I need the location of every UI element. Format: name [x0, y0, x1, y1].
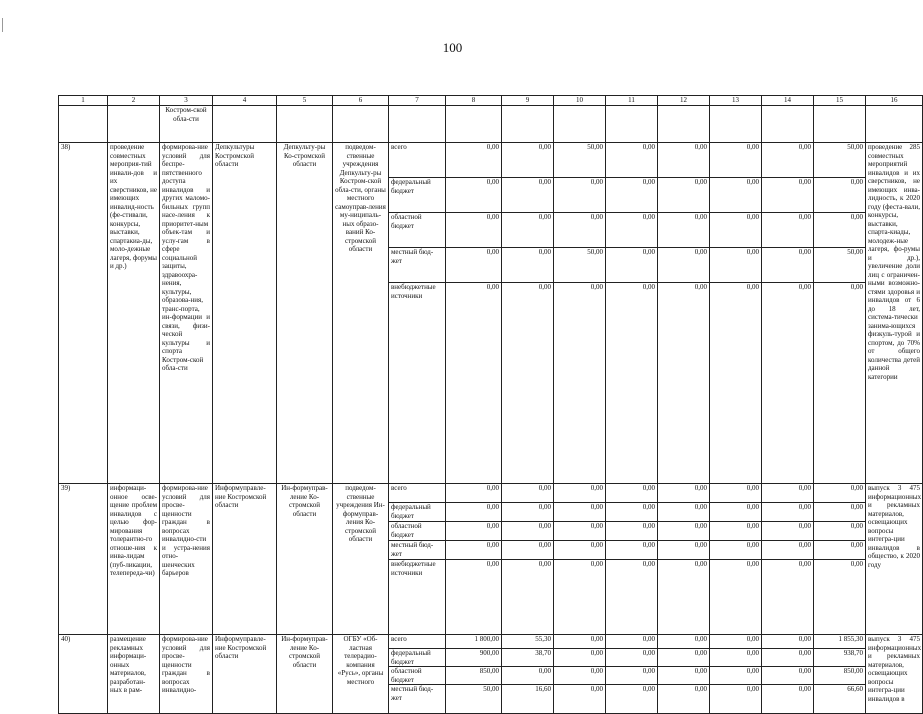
funding-source: местный бюд-жет: [389, 685, 446, 714]
funding-value: 0,00: [446, 560, 502, 635]
funding-value: 0,00: [658, 685, 710, 714]
funding-source: местный бюд-жет: [389, 541, 446, 560]
event-goal: формирова-ние условий для просве-щенности граждан в вопросах инвалидно-: [160, 635, 213, 714]
funding-value: 0,00: [554, 213, 606, 248]
funding-value: 0,00: [762, 635, 814, 649]
funding-value: 0,00: [446, 503, 502, 522]
continuation-goal-cell: Костром-ской обла-сти: [160, 106, 213, 143]
funding-value: 0,00: [762, 560, 814, 635]
scan-margin-mark: [2, 18, 3, 32]
funding-value: 0,00: [446, 178, 502, 213]
responsible-executor: Информуправле-ние Костромской области: [213, 635, 277, 714]
funding-value: 0,00: [710, 178, 762, 213]
funding-source: областной бюджет: [389, 667, 446, 685]
funding-value: 0,00: [606, 178, 658, 213]
funding-value: 0,00: [606, 685, 658, 714]
event-name: размещение рекламных информаци-онных материалов, разработан-ных в рам-: [108, 635, 160, 714]
funding-value: 0,00: [446, 143, 502, 178]
funding-value: 0,00: [762, 503, 814, 522]
funding-value: 1 855,30: [814, 635, 866, 649]
funding-value: 0,00: [658, 143, 710, 178]
funding-value: 0,00: [658, 213, 710, 248]
funding-source: всего: [389, 143, 446, 178]
state-customer: Ин-формуправ-ление Ко-стромской области: [277, 635, 333, 714]
state-customer: Депкульту-ры Ко-стромской области: [277, 143, 333, 484]
row-number: 38): [59, 143, 108, 484]
funding-value: 0,00: [710, 685, 762, 714]
expected-result: проведение 285 совместных мероприятий инвалидов и их сверстников, не имеющих инва-лидность, к 2020 году (феста-вали, конкурсы, выставки, спарта-киады, молодеж-ные лагеря, фо-румы и др.), увеличение доли лиц с ограничен-ными возможно-стями здоровья и инвалидов от 6 до 18 лет, система-тически занима-ющихся физкуль-турой и спортом, до 70% от общего количества детей данной категории: [866, 143, 923, 484]
funding-value: 0,00: [606, 503, 658, 522]
header-cell: 10: [554, 96, 606, 106]
funding-value: 0,00: [606, 649, 658, 667]
funding-value: 0,00: [502, 248, 554, 283]
funding-value: 55,30: [502, 635, 554, 649]
funding-value: 0,00: [710, 649, 762, 667]
funding-value: 0,00: [658, 560, 710, 635]
funding-row: [59, 143, 923, 178]
funding-value: 0,00: [502, 213, 554, 248]
event-name: информаци-онное осве-щение проблем инвалидов с целью фор-мирования толерантно-го отноше-ния к инва-лидам (пуб-ликации, телепереда-чи): [108, 484, 160, 635]
funding-value: 0,00: [762, 541, 814, 560]
page-number: 100: [442, 40, 463, 55]
funding-source: всего: [389, 635, 446, 649]
funding-value: 0,00: [658, 248, 710, 283]
funding-value: 0,00: [502, 560, 554, 635]
funding-value: 66,60: [814, 685, 866, 714]
funding-value: 0,00: [554, 503, 606, 522]
header-cell: 7: [389, 96, 446, 106]
funding-value: 50,00: [554, 248, 606, 283]
funding-value: 0,00: [658, 649, 710, 667]
funding-value: 0,00: [554, 635, 606, 649]
funding-source: областной бюджет: [389, 213, 446, 248]
funding-source: местный бюд-жет: [389, 248, 446, 283]
state-customer: Ин-формуправ-ление Ко-стромской области: [277, 484, 333, 635]
funding-value: 0,00: [762, 685, 814, 714]
funding-value: 0,00: [710, 484, 762, 503]
funding-value: 0,00: [554, 560, 606, 635]
funding-value: 0,00: [554, 541, 606, 560]
header-cell: 6: [333, 96, 389, 106]
funding-value: 0,00: [606, 213, 658, 248]
funding-value: 0,00: [710, 143, 762, 178]
funding-value: 0,00: [658, 283, 710, 484]
header-cell: 15: [814, 96, 866, 106]
funding-value: 0,00: [658, 541, 710, 560]
funding-value: 0,00: [762, 248, 814, 283]
funding-value: 0,00: [762, 213, 814, 248]
row-number: 40): [59, 635, 108, 714]
funding-value: 38,70: [502, 649, 554, 667]
header-cell: 1: [59, 96, 108, 106]
funding-value: 50,00: [554, 143, 606, 178]
header-cell: 5: [277, 96, 333, 106]
funding-value: 0,00: [554, 484, 606, 503]
funding-value: 0,00: [658, 484, 710, 503]
header-cell: 13: [710, 96, 762, 106]
header-cell: 9: [502, 96, 554, 106]
funding-value: 0,00: [502, 667, 554, 685]
header-cell: 11: [606, 96, 658, 106]
funding-value: 0,00: [502, 178, 554, 213]
program-table: [58, 95, 923, 714]
funding-value: 0,00: [658, 503, 710, 522]
co-executors: подведом-ственные учреждения Депкульту-ры Костром-ской обла-сти, органы местного самоуправ-ления му-ниципаль-ных образо-ваний Ко-стромской области: [333, 143, 389, 484]
funding-value: 0,00: [762, 178, 814, 213]
funding-value: 50,00: [814, 248, 866, 283]
funding-value: 0,00: [762, 484, 814, 503]
funding-value: 0,00: [606, 541, 658, 560]
funding-value: 0,00: [554, 522, 606, 541]
funding-value: 0,00: [446, 283, 502, 484]
funding-row: [59, 484, 923, 503]
funding-value: 0,00: [814, 560, 866, 635]
funding-value: 0,00: [446, 522, 502, 541]
funding-value: 0,00: [554, 283, 606, 484]
funding-value: 0,00: [762, 143, 814, 178]
header-cell: 14: [762, 96, 814, 106]
event-name: проведение совместных мероприя-тий инвали-дов и их сверстников, не имеющих инвалид-ность (фе-стивали, конкурсы, выставки, спартакиа-ды, моло-дежные лагеря, форумы и др.): [108, 143, 160, 484]
funding-value: 0,00: [658, 178, 710, 213]
funding-value: 938,70: [814, 649, 866, 667]
funding-value: 0,00: [658, 667, 710, 685]
co-executors: подведом-ственные учреждения Ин-формуправ-ления Ко-стромской области: [333, 484, 389, 635]
funding-value: 0,00: [606, 484, 658, 503]
event-goal: формирова-ние условий для беспре-пятственного доступа инвалидов и других маломо-бильных групп насе-ления к приоритет-ным объек-там и услу-гам в сфере социальной защиты, здравоохра-нения, культуры, образова-ния, транс-порта, ин-формации и связи, физи-ческой культуры и спорта Костром-ской обла-сти: [160, 143, 213, 484]
funding-value: 0,00: [710, 213, 762, 248]
funding-value: 0,00: [710, 635, 762, 649]
funding-value: 0,00: [814, 178, 866, 213]
funding-value: 0,00: [446, 484, 502, 503]
funding-value: 0,00: [710, 248, 762, 283]
continuation-row: [59, 106, 923, 143]
funding-value: 0,00: [606, 522, 658, 541]
funding-value: 0,00: [606, 143, 658, 178]
funding-value: 0,00: [814, 213, 866, 248]
funding-value: 0,00: [710, 667, 762, 685]
funding-row: [59, 635, 923, 649]
co-executors: ОГБУ «Об-ластная телерадио-компания «Русь», органы местного: [333, 635, 389, 714]
funding-value: 0,00: [762, 649, 814, 667]
funding-value: 0,00: [814, 541, 866, 560]
funding-value: 0,00: [762, 667, 814, 685]
funding-value: 0,00: [554, 178, 606, 213]
funding-value: 0,00: [606, 560, 658, 635]
funding-value: 850,00: [446, 667, 502, 685]
funding-source: всего: [389, 484, 446, 503]
funding-value: 0,00: [710, 283, 762, 484]
header-row: [59, 96, 923, 106]
responsible-executor: Депкультуры Костромской области: [213, 143, 277, 484]
funding-value: 0,00: [606, 248, 658, 283]
funding-source: федеральный бюджет: [389, 649, 446, 667]
funding-value: 0,00: [446, 213, 502, 248]
funding-value: 0,00: [554, 667, 606, 685]
header-cell: 16: [866, 96, 923, 106]
event-goal: формирова-ние условий для просве-щенности граждан в вопросах инвалидно-сти и устра-нения отно-шенческих барьеров: [160, 484, 213, 635]
funding-value: 0,00: [606, 667, 658, 685]
funding-value: 850,00: [814, 667, 866, 685]
funding-value: 0,00: [446, 248, 502, 283]
header-cell: 12: [658, 96, 710, 106]
row-number: 39): [59, 484, 108, 635]
funding-value: 0,00: [814, 283, 866, 484]
funding-value: 50,00: [814, 143, 866, 178]
responsible-executor: Информуправле-ние Костромской области: [213, 484, 277, 635]
expected-result: выпуск 3 475 информационных и рекламных материалов, освещающих вопросы интегра-ции инвалидов в: [866, 635, 923, 714]
funding-value: 0,00: [554, 649, 606, 667]
header-cell: 3: [160, 96, 213, 106]
funding-value: 0,00: [502, 541, 554, 560]
funding-value: 0,00: [658, 635, 710, 649]
funding-source: внебюджетные источники: [389, 560, 446, 635]
header-cell: 8: [446, 96, 502, 106]
funding-value: 1 800,00: [446, 635, 502, 649]
funding-value: 0,00: [502, 503, 554, 522]
funding-source: федеральный бюджет: [389, 178, 446, 213]
funding-value: 0,00: [710, 541, 762, 560]
funding-value: 0,00: [502, 522, 554, 541]
funding-value: 0,00: [658, 522, 710, 541]
funding-value: 0,00: [762, 283, 814, 484]
funding-source: областной бюджет: [389, 522, 446, 541]
funding-value: 0,00: [762, 522, 814, 541]
funding-value: 0,00: [446, 541, 502, 560]
header-cell: 4: [213, 96, 277, 106]
funding-value: 0,00: [606, 635, 658, 649]
funding-value: 0,00: [814, 522, 866, 541]
funding-value: 16,60: [502, 685, 554, 714]
funding-value: 0,00: [502, 143, 554, 178]
funding-value: 0,00: [814, 503, 866, 522]
funding-value: 0,00: [502, 484, 554, 503]
funding-value: 0,00: [554, 685, 606, 714]
funding-value: 0,00: [710, 503, 762, 522]
expected-result: выпуск 3 475 информационных и рекламных материалов, освещающих вопросы интегра-ции инвалидов в общество, к 2020 году: [866, 484, 923, 635]
funding-value: 50,00: [446, 685, 502, 714]
funding-value: 0,00: [710, 522, 762, 541]
header-cell: 2: [108, 96, 160, 106]
funding-value: 0,00: [606, 283, 658, 484]
funding-source: федеральный бюджет: [389, 503, 446, 522]
funding-source: внебюджетные источники: [389, 283, 446, 484]
funding-value: 0,00: [710, 560, 762, 635]
funding-value: 0,00: [814, 484, 866, 503]
funding-value: 0,00: [502, 283, 554, 484]
funding-value: 900,00: [446, 649, 502, 667]
